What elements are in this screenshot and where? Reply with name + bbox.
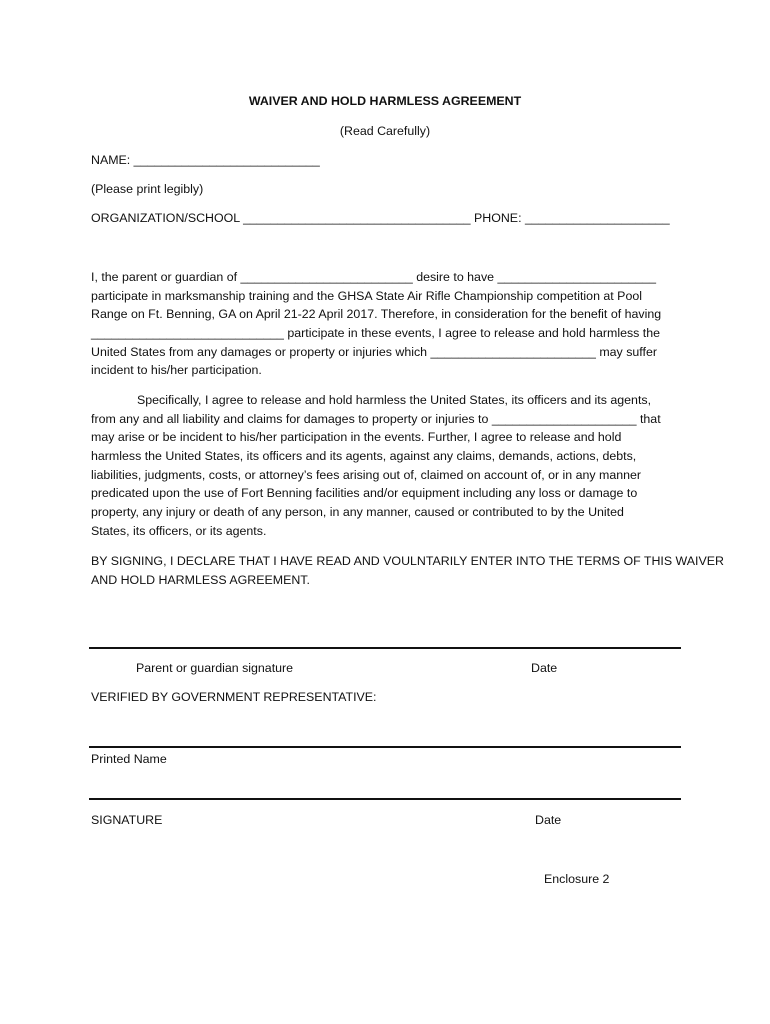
paragraph-line: ____________________________ participate in these events, I agree to release and hold harmless the [91,326,661,340]
phone-field[interactable]: PHONE: _____________________ [474,211,670,225]
paragraph-line: participate in marksmanship training and the GHSA State Air Rifle Championship competition at Pool [91,289,642,303]
enclosure-label: Enclosure 2 [544,872,610,886]
guardian-signature-line[interactable] [89,647,681,649]
paragraph-line: Range on Ft. Benning, GA on April 21-22 April 2017. Therefore, in consideration for the benefit of having [91,307,662,321]
paragraph-line: predicated upon the use of Fort Benning facilities and/or equipment including any loss or damage to [91,486,638,500]
print-note: (Please print legibly) [91,182,204,196]
organization-field[interactable]: ORGANIZATION/SCHOOL _________________________________ [91,211,471,225]
paragraph-line: United States from any damages or property or injuries which ________________________ may suffer [91,345,657,359]
paragraph-line: may arise or be incident to his/her participation in the events. Further, I agree to release and hold [91,430,622,444]
printed-name-label: Printed Name [91,752,167,766]
guardian-signature-label: Parent or guardian signature [136,661,294,675]
paragraph-line: AND HOLD HARMLESS AGREEMENT. [91,573,310,587]
paragraph-line: property, any injury or death of any person, in any manner, caused or contributed to by the United [91,505,624,519]
paragraph-line: BY SIGNING, I DECLARE THAT I HAVE READ AND VOULNTARILY ENTER INTO THE TERMS OF THIS WAIVER [91,554,724,568]
printed-name-line[interactable] [89,746,681,748]
document-title: WAIVER AND HOLD HARMLESS AGREEMENT [248,94,522,108]
paragraph-line: liabilities, judgments, costs, or attorney’s fees arising out of, claimed on account of, or in any manner [91,468,642,482]
date-label: Date [531,661,558,675]
paragraph-line: States, its officers, or its agents. [91,524,267,538]
verified-label: VERIFIED BY GOVERNMENT REPRESENTATIVE: [91,690,377,704]
signature-label: SIGNATURE [91,813,163,827]
paragraph-line: incident to his/her participation. [91,363,262,377]
paragraph-line: I, the parent or guardian of _________________________ desire to have _______________________ [91,270,656,284]
name-field[interactable]: NAME: ___________________________ [91,153,320,167]
paragraph-line: from any and all liability and claims for damages to property or injuries to _____________________ that [91,412,661,426]
representative-signature-line[interactable] [89,798,681,800]
paragraph-line: harmless the United States, its officers and its agents, against any claims, demands, actions, debts, [91,449,637,463]
date-label: Date [535,813,562,827]
document-subtitle: (Read Carefully) [339,124,431,138]
paragraph-line: Specifically, I agree to release and hold harmless the United States, its officers and its agents, [137,393,652,407]
